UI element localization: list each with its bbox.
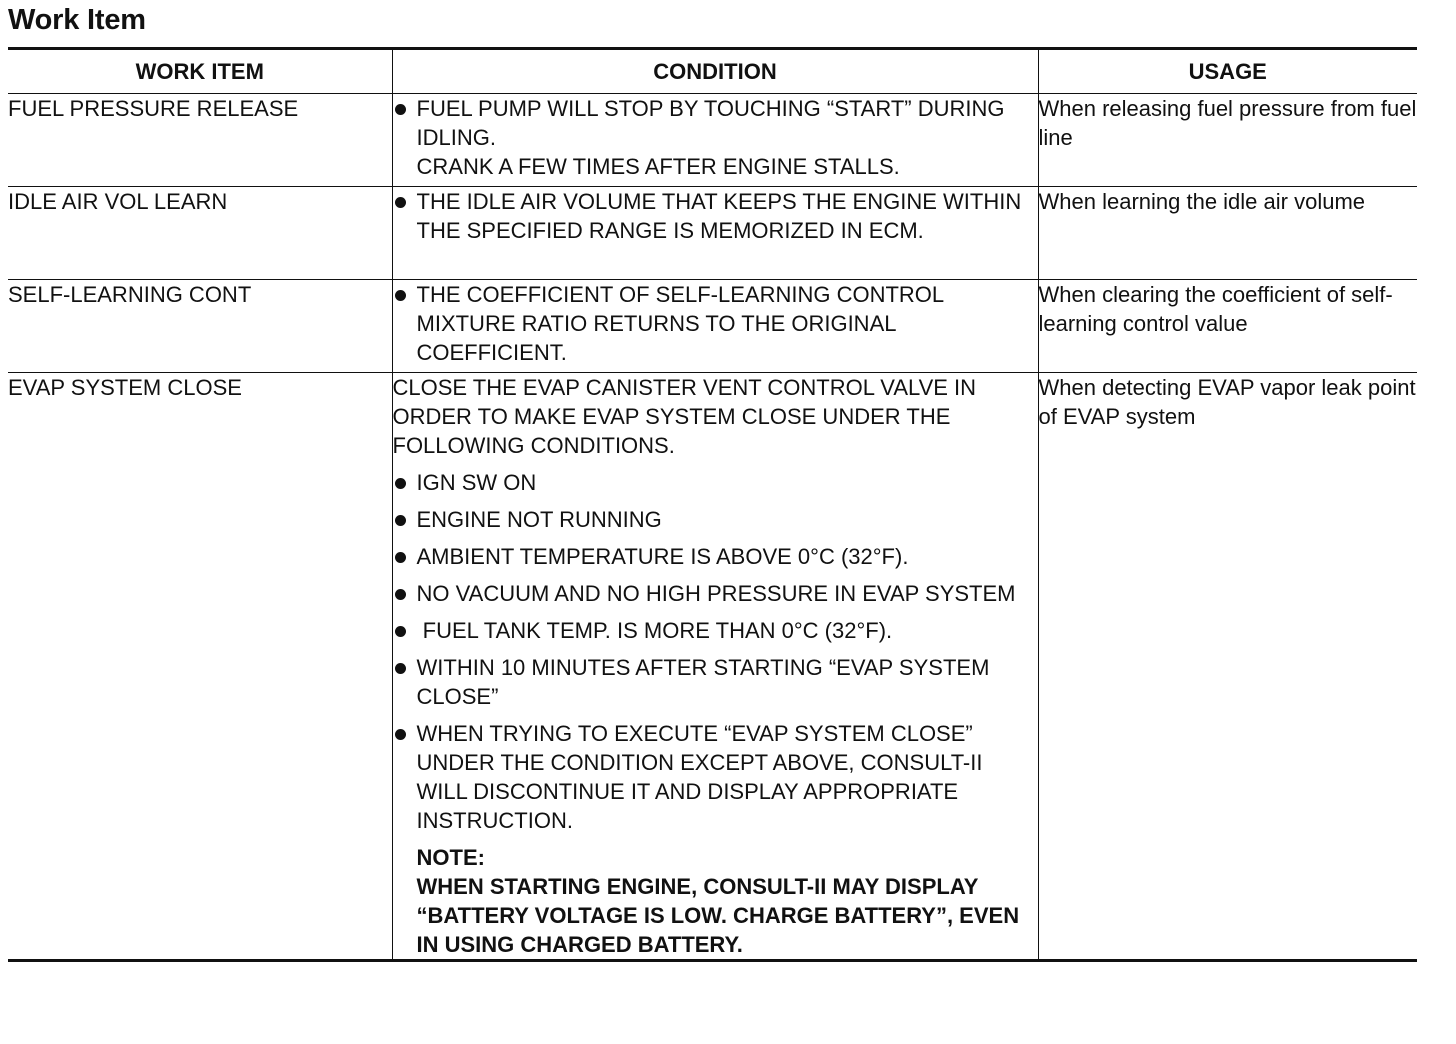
condition-text: WITHIN 10 MINUTES AFTER STARTING “EVAP SYSTEM CLOSE” [416,655,990,709]
condition-text: NO VACUUM AND NO HIGH PRESSURE IN EVAP SYSTEM [416,581,1016,606]
condition-bullet [393,653,1038,711]
table-row [8,187,1417,280]
condition-bullet [393,280,1038,367]
usage-cell: When learning the idle air volume [1038,187,1417,280]
work-item-cell: SELF-LEARNING CONT [8,280,392,373]
note-text: WHEN STARTING ENGINE, CONSULT-II MAY DISPLAY “BATTERY VOLTAGE IS LOW. CHARGE BATTERY”, EVEN IN USING CHARGED BATTERY. [416,874,1020,957]
header-condition: CONDITION [392,49,1038,94]
condition-text: FUEL TANK TEMP. IS MORE THAN 0°C (32°F). [416,618,893,643]
work-item-table [8,47,1417,962]
condition-cell [392,187,1038,280]
note-block [393,843,1038,959]
condition-bullet [393,542,1038,571]
condition-bullet [393,187,1038,245]
condition-cell [392,94,1038,187]
condition-text: AMBIENT TEMPERATURE IS ABOVE 0°C (32°F). [416,544,909,569]
condition-bullet [393,94,1038,181]
work-item-cell: EVAP SYSTEM CLOSE [8,373,392,961]
condition-text: WHEN TRYING TO EXECUTE “EVAP SYSTEM CLOSE” UNDER THE CONDITION EXCEPT ABOVE, CONSULT-II WILL DISCONTINUE IT AND DISPLAY APPROPRIATE INSTRUCTION. [416,721,983,833]
condition-intro: CLOSE THE EVAP CANISTER VENT CONTROL VALVE IN ORDER TO MAKE EVAP SYSTEM CLOSE UNDER THE FOLLOWING CONDITIONS. [392,375,977,458]
work-item-cell: IDLE AIR VOL LEARN [8,187,392,280]
table-row [8,280,1417,373]
condition-text: ENGINE NOT RUNNING [416,507,662,532]
condition-cell [392,373,1038,961]
header-work-item: WORK ITEM [8,49,392,94]
note-label: NOTE: [416,845,485,870]
condition-text: IGN SW ON [416,470,537,495]
condition-bullet [393,616,1038,645]
usage-cell: When clearing the coefficient of self-learning control value [1038,280,1417,373]
condition-text: THE IDLE AIR VOLUME THAT KEEPS THE ENGINE WITHIN THE SPECIFIED RANGE IS MEMORIZED IN ECM. [416,189,1022,243]
condition-bullet [393,579,1038,608]
usage-cell: When detecting EVAP vapor leak point of EVAP system [1038,373,1417,961]
condition-text: THE COEFFICIENT OF SELF-LEARNING CONTROL MIXTURE RATIO RETURNS TO THE ORIGINAL COEFFICIENT. [416,282,944,365]
work-item-cell: FUEL PRESSURE RELEASE [8,94,392,187]
table-row [8,94,1417,187]
header-row [8,49,1417,94]
condition-bullet [393,719,1038,835]
condition-cell [392,280,1038,373]
table-row [8,373,1417,961]
usage-cell: When releasing fuel pressure from fuel line [1038,94,1417,187]
condition-bullet [393,468,1038,497]
page-title: Work Item [8,4,146,36]
condition-text: FUEL PUMP WILL STOP BY TOUCHING “START” DURING IDLING. CRANK A FEW TIMES AFTER ENGINE STALLS. [416,96,1005,179]
condition-bullet [393,505,1038,534]
header-usage: USAGE [1038,49,1417,94]
